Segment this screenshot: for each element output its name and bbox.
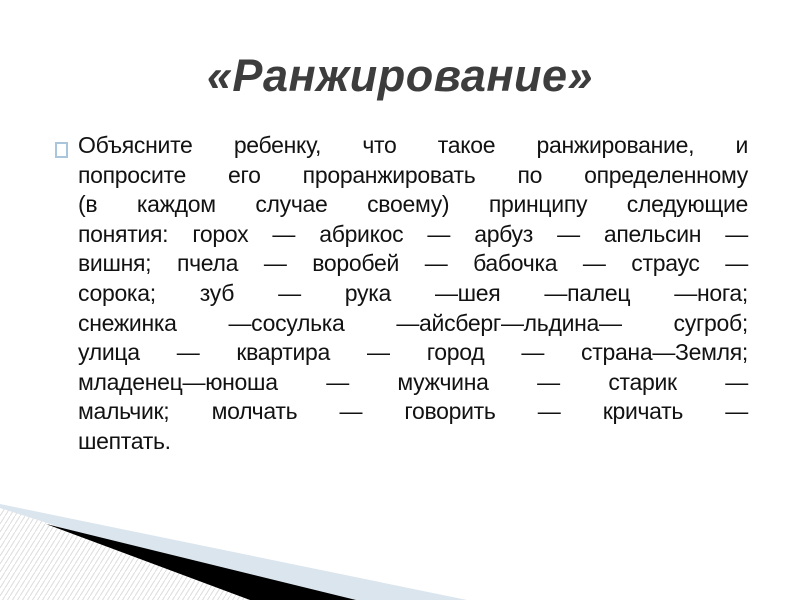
body-line: понятия: горох — абрикос — арбуз — апельсин — [78,220,748,247]
body-line: (в каждом случае своему) принципу следующие [78,191,748,218]
body-line: мальчик; молчать — говорить — кричать — [78,398,748,425]
body-line: Объясните ребенку, что такое ранжирование, и [78,132,748,158]
body-line: попросите его проранжировать по определенному [78,161,748,188]
body-line: сорока; зуб — рука —шея —палец —нога; [78,279,748,306]
corner-decoration [0,500,800,600]
body-line: шептать. [78,427,171,454]
body-line: снежинка —сосулька —айсберг—льдина— сугроб; [78,309,748,336]
slide-title: «Ранжирование» [206,50,594,101]
square-bullet-icon [55,142,68,158]
body-line: младенец—юноша — мужчина — старик — [78,368,748,395]
body-line: вишня; пчела — воробей — бабочка — страус — [78,250,748,277]
body-line: улица — квартира — город — страна—Земля; [78,339,748,366]
slide-body-placeholder [78,131,748,457]
